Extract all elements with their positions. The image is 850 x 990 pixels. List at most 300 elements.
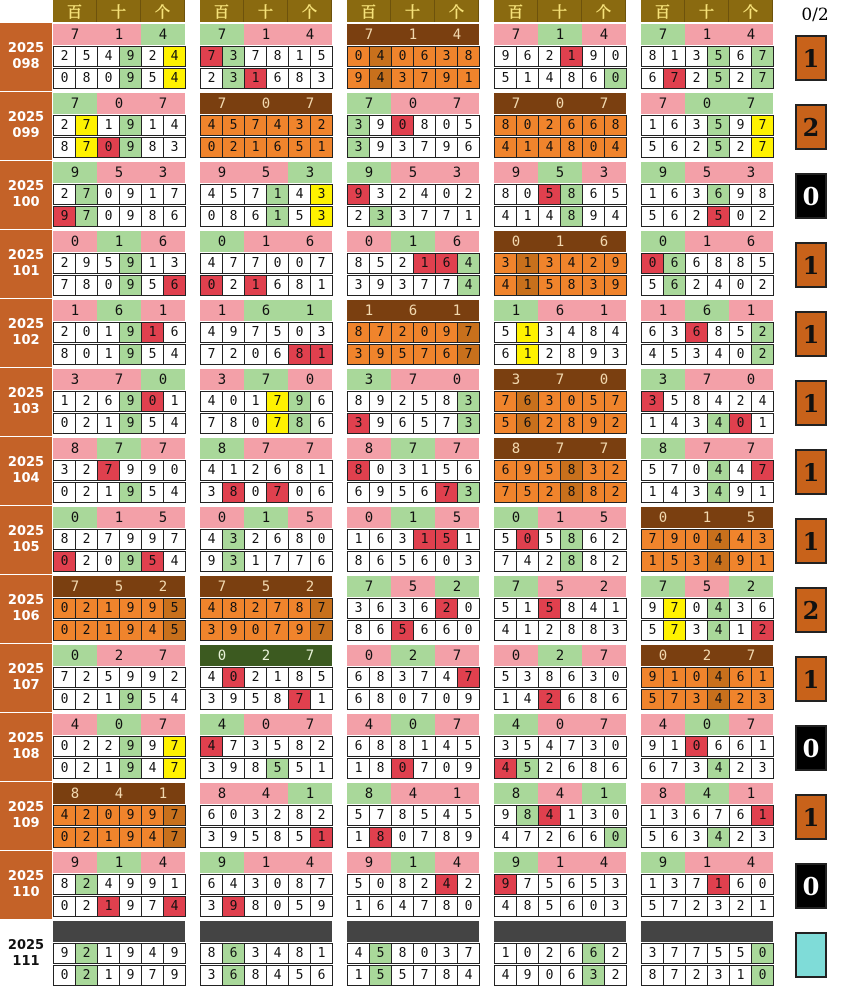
- header-label: 十: [97, 0, 141, 22]
- number-cell: 3: [347, 137, 370, 158]
- number-cell: 8: [391, 874, 414, 895]
- number-cell: 5: [582, 391, 605, 412]
- number-cell: 5: [244, 689, 267, 710]
- number-cell: 8: [75, 68, 98, 89]
- top-digit: 9: [347, 162, 391, 183]
- number-cell: 0: [369, 460, 392, 481]
- number-cell: 2: [751, 322, 774, 343]
- number-cell: 5: [516, 758, 539, 779]
- number-cell: 5: [391, 344, 414, 365]
- number-cell: 0: [604, 736, 627, 757]
- number-cell: 1: [751, 413, 774, 434]
- number-cell: 8: [435, 896, 458, 917]
- top-digit: 3: [641, 369, 685, 390]
- number-cell: 3: [663, 874, 686, 895]
- top-digit: 1: [244, 24, 288, 45]
- number-cell: 9: [141, 805, 164, 826]
- number-cell: 0: [435, 115, 458, 136]
- number-cell: 5: [347, 874, 370, 895]
- number-cell: 9: [119, 115, 142, 136]
- top-digit: 3: [435, 162, 479, 183]
- number-cell: 8: [560, 184, 583, 205]
- number-cell: 7: [97, 460, 120, 481]
- number-cell: 5: [413, 413, 436, 434]
- number-cell: 2: [310, 115, 333, 136]
- number-cell: 7: [663, 460, 686, 481]
- number-cell: 0: [391, 827, 414, 848]
- number-cell: 4: [494, 827, 517, 848]
- number-cell: 3: [729, 598, 752, 619]
- number-cell: 4: [141, 620, 164, 641]
- number-cell: 6: [729, 667, 752, 688]
- number-cell: 6: [560, 965, 583, 986]
- number-cell: 2: [538, 482, 561, 503]
- number-cell: 4: [707, 460, 730, 481]
- number-cell: 8: [729, 253, 752, 274]
- number-cell: 8: [435, 827, 458, 848]
- top-digit: 7: [288, 438, 332, 459]
- number-cell: 7: [310, 598, 333, 619]
- top-digit: 1: [641, 300, 685, 321]
- top-digit: [97, 921, 141, 942]
- number-cell: 2: [97, 736, 120, 757]
- number-cell: 5: [391, 620, 414, 641]
- number-cell: 1: [141, 253, 164, 274]
- number-cell: 3: [641, 943, 664, 964]
- number-cell: 4: [707, 344, 730, 365]
- number-cell: 8: [288, 805, 311, 826]
- top-digit: 0: [685, 93, 729, 114]
- number-cell: 2: [751, 620, 774, 641]
- top-digit: 0: [641, 231, 685, 252]
- number-cell: 5: [641, 689, 664, 710]
- number-cell: 3: [310, 206, 333, 227]
- number-cell: 2: [75, 620, 98, 641]
- number-cell: 5: [538, 874, 561, 895]
- number-cell: 9: [119, 253, 142, 274]
- header-label: 个: [141, 0, 185, 22]
- number-cell: 5: [751, 253, 774, 274]
- number-cell: 2: [391, 322, 414, 343]
- number-cell: 9: [729, 551, 752, 572]
- header-label: 十: [391, 0, 435, 22]
- number-cell: 7: [435, 413, 458, 434]
- number-cell: 1: [413, 529, 436, 550]
- period-id: [0, 506, 52, 575]
- number-cell: 0: [516, 529, 539, 550]
- number-cell: 5: [707, 137, 730, 158]
- number-cell: 0: [53, 758, 76, 779]
- top-digit: 0: [538, 93, 582, 114]
- number-cell: 1: [97, 965, 120, 986]
- period-year: 2025: [7, 317, 45, 332]
- top-digit: 1: [97, 24, 141, 45]
- number-cell: 0: [751, 943, 774, 964]
- top-digit: 5: [538, 162, 582, 183]
- number-cell: 1: [641, 805, 664, 826]
- number-cell: 3: [457, 391, 480, 412]
- number-cell: 8: [560, 482, 583, 503]
- number-cell: 8: [516, 896, 539, 917]
- top-digit: [53, 921, 97, 942]
- top-digit: 4: [641, 714, 685, 735]
- number-cell: 1: [266, 184, 289, 205]
- number-cell: 3: [685, 413, 708, 434]
- number-cell: 6: [641, 68, 664, 89]
- number-cell: 8: [369, 689, 392, 710]
- number-cell: 7: [244, 253, 267, 274]
- number-cell: 1: [413, 736, 436, 757]
- number-cell: 8: [222, 598, 245, 619]
- number-cell: 8: [266, 827, 289, 848]
- top-digit: 8: [53, 783, 97, 804]
- number-cell: 9: [119, 46, 142, 67]
- period-number: 106: [12, 609, 40, 624]
- number-cell: 7: [288, 551, 311, 572]
- number-cell: 3: [516, 667, 539, 688]
- top-digit: 7: [141, 714, 185, 735]
- number-cell: 1: [310, 137, 333, 158]
- number-cell: 9: [641, 667, 664, 688]
- number-cell: 9: [369, 115, 392, 136]
- number-cell: 4: [707, 413, 730, 434]
- number-cell: 4: [141, 827, 164, 848]
- number-cell: 7: [685, 874, 708, 895]
- number-cell: 6: [369, 551, 392, 572]
- number-cell: 5: [538, 529, 561, 550]
- number-cell: 1: [97, 689, 120, 710]
- number-cell: 7: [494, 551, 517, 572]
- number-cell: 0: [582, 896, 605, 917]
- number-cell: 2: [729, 391, 752, 412]
- number-cell: 7: [413, 206, 436, 227]
- number-cell: 0: [685, 736, 708, 757]
- number-cell: 3: [200, 827, 223, 848]
- number-cell: 9: [604, 275, 627, 296]
- result-box: 1: [795, 35, 827, 81]
- number-cell: 7: [663, 598, 686, 619]
- top-digit: 1: [729, 300, 773, 321]
- number-cell: 4: [707, 827, 730, 848]
- top-digit: 8: [494, 783, 538, 804]
- number-cell: 9: [119, 529, 142, 550]
- number-cell: 3: [200, 965, 223, 986]
- number-cell: 5: [707, 206, 730, 227]
- number-cell: 1: [707, 874, 730, 895]
- number-cell: 9: [141, 736, 164, 757]
- number-cell: 9: [119, 137, 142, 158]
- number-cell: 8: [582, 551, 605, 572]
- number-cell: 6: [457, 460, 480, 481]
- number-cell: 2: [75, 896, 98, 917]
- number-cell: 3: [582, 667, 605, 688]
- number-cell: 5: [641, 620, 664, 641]
- top-digit: 1: [685, 24, 729, 45]
- number-cell: 0: [222, 667, 245, 688]
- number-cell: 9: [369, 413, 392, 434]
- number-cell: 9: [369, 137, 392, 158]
- number-cell: 8: [391, 943, 414, 964]
- number-cell: 6: [582, 115, 605, 136]
- top-digit: 3: [347, 369, 391, 390]
- number-cell: 1: [244, 391, 267, 412]
- number-cell: 8: [141, 137, 164, 158]
- number-cell: 2: [222, 344, 245, 365]
- number-cell: 1: [141, 184, 164, 205]
- number-cell: 7: [141, 896, 164, 917]
- top-digit: 0: [435, 369, 479, 390]
- number-cell: 5: [729, 322, 752, 343]
- number-cell: 7: [244, 184, 267, 205]
- top-digit: 7: [435, 645, 479, 666]
- top-digit: 2: [391, 645, 435, 666]
- number-cell: 9: [641, 598, 664, 619]
- number-cell: 7: [457, 667, 480, 688]
- top-digit: 0: [53, 507, 97, 528]
- number-cell: 3: [222, 529, 245, 550]
- number-cell: 2: [582, 253, 605, 274]
- number-cell: 0: [413, 322, 436, 343]
- top-digit: 1: [435, 300, 479, 321]
- number-cell: 1: [729, 965, 752, 986]
- number-cell: 5: [494, 529, 517, 550]
- top-digit: 7: [347, 24, 391, 45]
- number-cell: 9: [119, 689, 142, 710]
- number-cell: 5: [222, 115, 245, 136]
- number-cell: 5: [435, 529, 458, 550]
- number-cell: 0: [97, 184, 120, 205]
- number-cell: 9: [729, 482, 752, 503]
- top-digit: 2: [582, 576, 626, 597]
- number-cell: 3: [641, 391, 664, 412]
- number-cell: 1: [347, 827, 370, 848]
- top-digit: 6: [391, 300, 435, 321]
- number-cell: 8: [288, 344, 311, 365]
- number-cell: 6: [435, 620, 458, 641]
- number-cell: 1: [516, 253, 539, 274]
- number-cell: 6: [582, 68, 605, 89]
- number-cell: 0: [435, 758, 458, 779]
- number-cell: 2: [729, 827, 752, 848]
- number-cell: 2: [75, 482, 98, 503]
- number-cell: 4: [538, 805, 561, 826]
- number-cell: 5: [141, 68, 164, 89]
- number-cell: 4: [494, 758, 517, 779]
- number-cell: 4: [391, 896, 414, 917]
- number-cell: 9: [222, 620, 245, 641]
- number-cell: 3: [369, 184, 392, 205]
- number-cell: 4: [163, 68, 186, 89]
- header-label: 个: [729, 0, 773, 22]
- number-cell: 7: [141, 965, 164, 986]
- number-cell: 2: [604, 943, 627, 964]
- top-digit: 1: [538, 852, 582, 873]
- number-cell: 4: [200, 322, 223, 343]
- number-cell: 9: [369, 275, 392, 296]
- header-label: 个: [582, 0, 626, 22]
- number-cell: 1: [516, 344, 539, 365]
- number-cell: 6: [222, 943, 245, 964]
- number-cell: 2: [604, 551, 627, 572]
- number-cell: 4: [516, 551, 539, 572]
- period-number: 108: [12, 747, 40, 762]
- number-cell: 7: [663, 758, 686, 779]
- number-cell: 3: [222, 46, 245, 67]
- number-cell: 9: [369, 391, 392, 412]
- number-cell: 7: [751, 46, 774, 67]
- number-cell: 6: [310, 965, 333, 986]
- number-cell: 2: [163, 667, 186, 688]
- number-cell: 5: [141, 482, 164, 503]
- top-digit: 6: [141, 231, 185, 252]
- number-cell: 1: [53, 391, 76, 412]
- number-cell: 2: [266, 805, 289, 826]
- number-cell: 0: [97, 68, 120, 89]
- number-cell: 6: [163, 206, 186, 227]
- number-cell: 2: [53, 322, 76, 343]
- number-cell: 0: [641, 253, 664, 274]
- number-cell: 2: [729, 137, 752, 158]
- number-cell: 9: [119, 391, 142, 412]
- number-cell: 6: [560, 667, 583, 688]
- number-cell: 2: [538, 551, 561, 572]
- number-cell: 5: [538, 896, 561, 917]
- top-digit: 5: [288, 507, 332, 528]
- number-cell: 2: [538, 689, 561, 710]
- number-cell: 5: [641, 827, 664, 848]
- number-cell: 8: [560, 413, 583, 434]
- number-cell: 4: [604, 137, 627, 158]
- number-cell: 6: [685, 322, 708, 343]
- number-cell: 3: [200, 620, 223, 641]
- number-cell: 8: [288, 667, 311, 688]
- number-cell: 8: [516, 805, 539, 826]
- number-cell: 2: [751, 344, 774, 365]
- period-id: [0, 368, 52, 437]
- number-cell: 4: [200, 460, 223, 481]
- number-cell: 2: [538, 46, 561, 67]
- number-cell: 5: [141, 551, 164, 572]
- top-digit: 3: [200, 369, 244, 390]
- number-cell: 0: [266, 896, 289, 917]
- number-cell: 0: [97, 137, 120, 158]
- top-digit: 0: [288, 369, 332, 390]
- number-cell: 3: [163, 253, 186, 274]
- number-cell: 3: [391, 137, 414, 158]
- number-cell: 8: [369, 736, 392, 757]
- number-cell: 2: [538, 943, 561, 964]
- header-label: 十: [244, 0, 288, 22]
- number-cell: 5: [641, 206, 664, 227]
- number-cell: 9: [119, 275, 142, 296]
- top-digit: [685, 921, 729, 942]
- number-cell: 9: [222, 896, 245, 917]
- number-cell: 5: [707, 943, 730, 964]
- top-digit: 0: [53, 645, 97, 666]
- top-digit: 3: [141, 162, 185, 183]
- number-cell: 2: [435, 598, 458, 619]
- top-digit: 6: [582, 231, 626, 252]
- number-cell: 2: [538, 115, 561, 136]
- top-digit: 0: [97, 714, 141, 735]
- number-cell: 6: [707, 184, 730, 205]
- number-cell: 7: [288, 689, 311, 710]
- number-cell: 4: [435, 874, 458, 895]
- number-cell: 5: [494, 667, 517, 688]
- top-digit: 0: [200, 231, 244, 252]
- number-cell: 4: [163, 344, 186, 365]
- top-digit: [582, 921, 626, 942]
- number-cell: 5: [163, 598, 186, 619]
- top-digit: 9: [200, 852, 244, 873]
- number-cell: 8: [641, 965, 664, 986]
- top-digit: 1: [494, 300, 538, 321]
- number-cell: 7: [222, 253, 245, 274]
- number-cell: 1: [457, 68, 480, 89]
- top-digit: 4: [141, 852, 185, 873]
- number-cell: 7: [163, 827, 186, 848]
- number-cell: 1: [413, 460, 436, 481]
- period-id: [0, 851, 52, 920]
- number-cell: 0: [604, 827, 627, 848]
- number-cell: 7: [435, 275, 458, 296]
- number-cell: 1: [97, 827, 120, 848]
- number-cell: 2: [685, 896, 708, 917]
- number-cell: 1: [347, 896, 370, 917]
- number-cell: 6: [516, 391, 539, 412]
- number-cell: 4: [435, 736, 458, 757]
- header-label: 百: [494, 0, 538, 22]
- top-digit: [288, 921, 332, 942]
- number-cell: 4: [163, 896, 186, 917]
- top-digit: 0: [244, 93, 288, 114]
- period-id: [0, 92, 52, 161]
- number-cell: 6: [435, 344, 458, 365]
- top-digit: 9: [53, 162, 97, 183]
- number-cell: 4: [707, 758, 730, 779]
- period-year: 2025: [7, 455, 45, 470]
- top-digit: 1: [97, 231, 141, 252]
- number-cell: 0: [582, 137, 605, 158]
- number-cell: 6: [266, 275, 289, 296]
- result-box: 0: [795, 863, 827, 909]
- number-cell: 0: [222, 391, 245, 412]
- top-digit: 0: [582, 369, 626, 390]
- period-year: 2025: [7, 731, 45, 746]
- number-cell: 2: [75, 689, 98, 710]
- number-cell: 9: [435, 137, 458, 158]
- number-cell: 2: [685, 965, 708, 986]
- number-cell: 8: [560, 206, 583, 227]
- number-cell: 9: [288, 391, 311, 412]
- number-cell: 0: [97, 805, 120, 826]
- number-cell: 5: [494, 413, 517, 434]
- number-cell: 5: [347, 805, 370, 826]
- number-cell: 4: [494, 275, 517, 296]
- number-cell: 0: [53, 689, 76, 710]
- number-cell: 4: [266, 115, 289, 136]
- top-digit: 7: [200, 24, 244, 45]
- number-cell: 8: [347, 551, 370, 572]
- number-cell: 6: [582, 943, 605, 964]
- number-cell: 9: [119, 551, 142, 572]
- number-cell: 6: [729, 46, 752, 67]
- top-digit: 5: [244, 162, 288, 183]
- number-cell: 2: [538, 758, 561, 779]
- top-digit: 0: [685, 714, 729, 735]
- number-cell: 5: [516, 482, 539, 503]
- number-cell: 4: [707, 529, 730, 550]
